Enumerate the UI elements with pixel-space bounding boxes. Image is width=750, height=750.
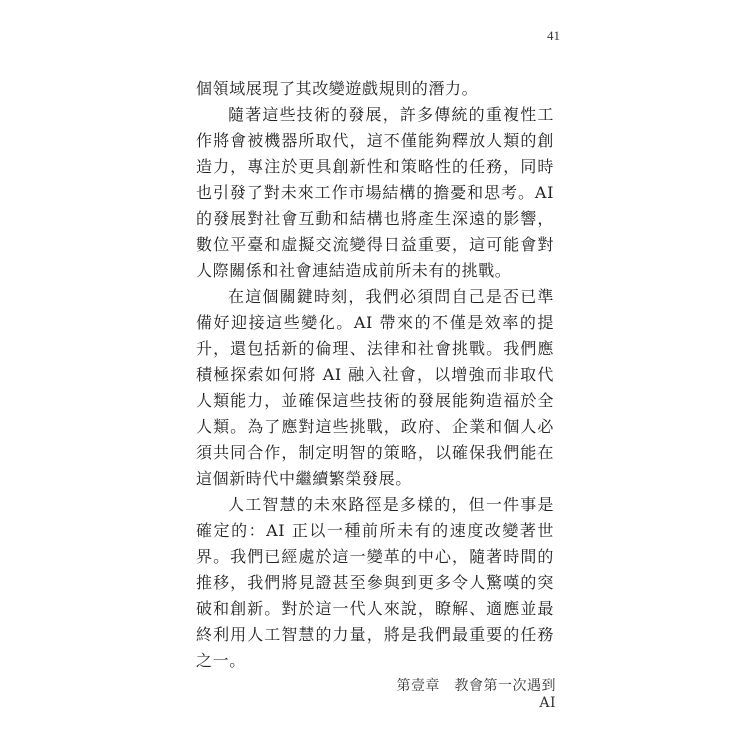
paragraph-continuation: 個領域展現了其改變遊戲規則的潛力。: [196, 79, 479, 98]
paragraph-critical-moment: 在這個關鍵時刻，我們必須問自己是否已準備好迎接這些變化。AI 帶來的不僅是效率的提升，還包括新的倫理、法律和社會挑戰。我們應積極探索如何將 AI 融入社會，以增強而非取代人類能力，並確保這些技術的發展能夠造福於全人類。為了應對這些挑戰，政府、企業和個人必須共同合作，制定明智的策略，以確保我們能在這個新時代中繼續繁榮發展。: [196, 287, 554, 488]
paragraph-technology-impact: 隨著這些技術的發展，許多傳統的重複性工作將會被機器所取代，這不僅能夠釋放人類的創造力，專注於更具創新性和策略性的任務，同時也引發了對未來工作市場結構的擔憂和思考。AI 的發展對社會互動和結構也將產生深遠的影響，數位平臺和虛擬交流變得日益重要，這可能會對人際關係和社會連結造成前所未有的挑戰。: [196, 105, 554, 280]
page-number: 41: [547, 28, 560, 43]
running-footer: 第壹章 教會第一次遇到 AI: [396, 678, 556, 711]
body-text: [196, 76, 554, 674]
paragraph-ai-future: 人工智慧的未來路徑是多樣的，但一件事是確定的：AI 正以一種前所未有的速度改變著世界。我們已經處於這一變革的中心，隨著時間的推移，我們將見證甚至參與到更多令人驚嘆的突破和創新。對於這一代人來說，瞭解、適應並最終利用人工智慧的力量，將是我們最重要的任務之一。: [196, 495, 554, 670]
